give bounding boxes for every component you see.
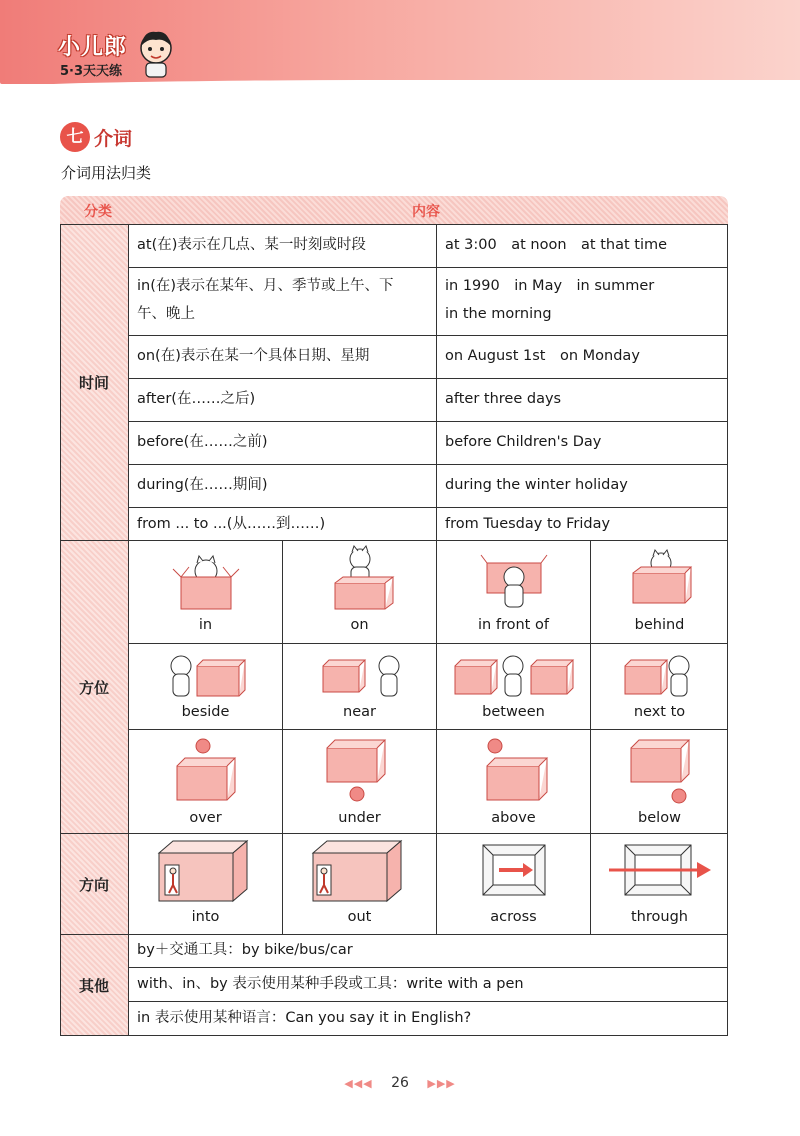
position-cell-on bbox=[283, 541, 436, 643]
time-rule-after: after(在……之后) bbox=[137, 391, 256, 407]
position-cell-beside bbox=[129, 644, 282, 729]
position-cell-under bbox=[283, 730, 436, 833]
label-in-front-of: in front of bbox=[478, 617, 549, 633]
walk-out-room-icon bbox=[283, 839, 436, 905]
label-between: between bbox=[482, 704, 545, 720]
other-with-in-by: with、in、by 表示使用某种手段或工具：write with a pen bbox=[137, 976, 524, 992]
direction-cell-across bbox=[437, 835, 590, 934]
section-number-badge: 七 bbox=[60, 122, 90, 152]
preposition-table bbox=[60, 224, 728, 1036]
cat-beside-box-icon bbox=[129, 650, 282, 700]
category-time: 时间 bbox=[60, 224, 128, 541]
label-on: on bbox=[350, 617, 369, 633]
position-cell-next-to bbox=[591, 644, 728, 729]
position-cell-below bbox=[591, 730, 728, 833]
cat-on-box-icon bbox=[283, 545, 436, 611]
header-category: 分类 bbox=[84, 204, 112, 220]
label-below: below bbox=[638, 810, 681, 826]
label-into: into bbox=[191, 909, 220, 925]
cat-in-box-icon bbox=[129, 549, 282, 611]
other-in-language: in 表示使用某种语言：Can you say it in English? bbox=[137, 1010, 472, 1026]
other-by-transport: by＋交通工具：by bike/bus/car bbox=[137, 942, 353, 958]
label-near: near bbox=[343, 704, 376, 720]
time-rule-from-to: from ... to ...(从……到……) bbox=[137, 516, 326, 532]
arrow-across-icon bbox=[437, 841, 590, 901]
cat-near-box-icon bbox=[283, 650, 436, 700]
category-position: 方位 bbox=[60, 541, 128, 834]
label-under: under bbox=[338, 810, 381, 826]
arrow-through-icon bbox=[591, 841, 728, 901]
time-rule-in: in(在)表示在某年、月、季节或上午、下 bbox=[137, 278, 394, 294]
page-footer bbox=[0, 1075, 800, 1091]
left-arrows-icon: ◀◀◀ bbox=[344, 1077, 373, 1090]
position-cell-in-front-of bbox=[437, 541, 590, 643]
cat-between-boxes-icon bbox=[437, 650, 590, 700]
time-example-in-2: in the morning bbox=[445, 306, 552, 322]
direction-cell-out bbox=[283, 835, 436, 934]
time-rule-before: before(在……之前) bbox=[137, 434, 268, 450]
direction-cell-into bbox=[129, 835, 282, 934]
position-cell-between bbox=[437, 644, 590, 729]
label-next-to: next to bbox=[633, 704, 686, 720]
time-rule-at: at(在)表示在几点、某一时刻或时段 bbox=[137, 237, 366, 253]
brand-subtitle: 5·3天天练 bbox=[60, 64, 123, 79]
ball-under-box-icon bbox=[283, 734, 436, 804]
section-title: 介词 bbox=[94, 128, 133, 150]
table-header bbox=[60, 196, 728, 224]
position-cell-near bbox=[283, 644, 436, 729]
cat-next-to-box-icon bbox=[591, 650, 728, 700]
time-example-before: before Children's Day bbox=[445, 434, 602, 450]
category-other: 其他 bbox=[60, 935, 128, 1037]
category-direction: 方向 bbox=[60, 834, 128, 935]
right-arrows-icon: ▶▶▶ bbox=[427, 1077, 456, 1090]
time-example-in: in 1990 in May in summer bbox=[445, 278, 655, 294]
page-number: 26 bbox=[391, 1075, 409, 1091]
time-example-from-to: from Tuesday to Friday bbox=[445, 516, 611, 532]
ball-above-box-icon bbox=[437, 736, 590, 806]
ball-below-box-icon bbox=[591, 734, 728, 804]
brand-name: 小儿郎 bbox=[58, 35, 128, 60]
time-example-during: during the winter holiday bbox=[445, 477, 628, 493]
position-cell-in bbox=[129, 541, 282, 643]
time-example-after: after three days bbox=[445, 391, 562, 407]
time-example-at: at 3:00 at noon at that time bbox=[445, 237, 668, 253]
walk-into-room-icon bbox=[129, 839, 282, 905]
ball-over-box-icon bbox=[129, 736, 282, 806]
time-rule-on: on(在)表示在某一个具体日期、星期 bbox=[137, 348, 370, 364]
label-behind: behind bbox=[634, 617, 685, 633]
time-rule-in-cont: 午、晚上 bbox=[137, 306, 195, 322]
cat-behind-box-icon bbox=[591, 547, 728, 609]
direction-cell-through bbox=[591, 835, 728, 934]
label-in: in bbox=[198, 617, 213, 633]
cat-in-front-of-box-icon bbox=[437, 547, 590, 613]
label-out: out bbox=[347, 909, 372, 925]
label-through: through bbox=[631, 909, 688, 925]
header-content: 内容 bbox=[412, 204, 440, 220]
label-above: above bbox=[491, 810, 536, 826]
position-cell-over bbox=[129, 730, 282, 833]
page-subtitle: 介词用法归类 bbox=[61, 164, 152, 182]
label-across: across bbox=[490, 909, 537, 925]
time-rule-during: during(在……期间) bbox=[137, 477, 268, 493]
mascot-icon bbox=[138, 28, 174, 80]
position-cell-behind bbox=[591, 541, 728, 643]
label-over: over bbox=[189, 810, 222, 826]
time-example-on: on August 1st on Monday bbox=[445, 348, 640, 364]
position-cell-above bbox=[437, 730, 590, 833]
label-beside: beside bbox=[181, 704, 230, 720]
